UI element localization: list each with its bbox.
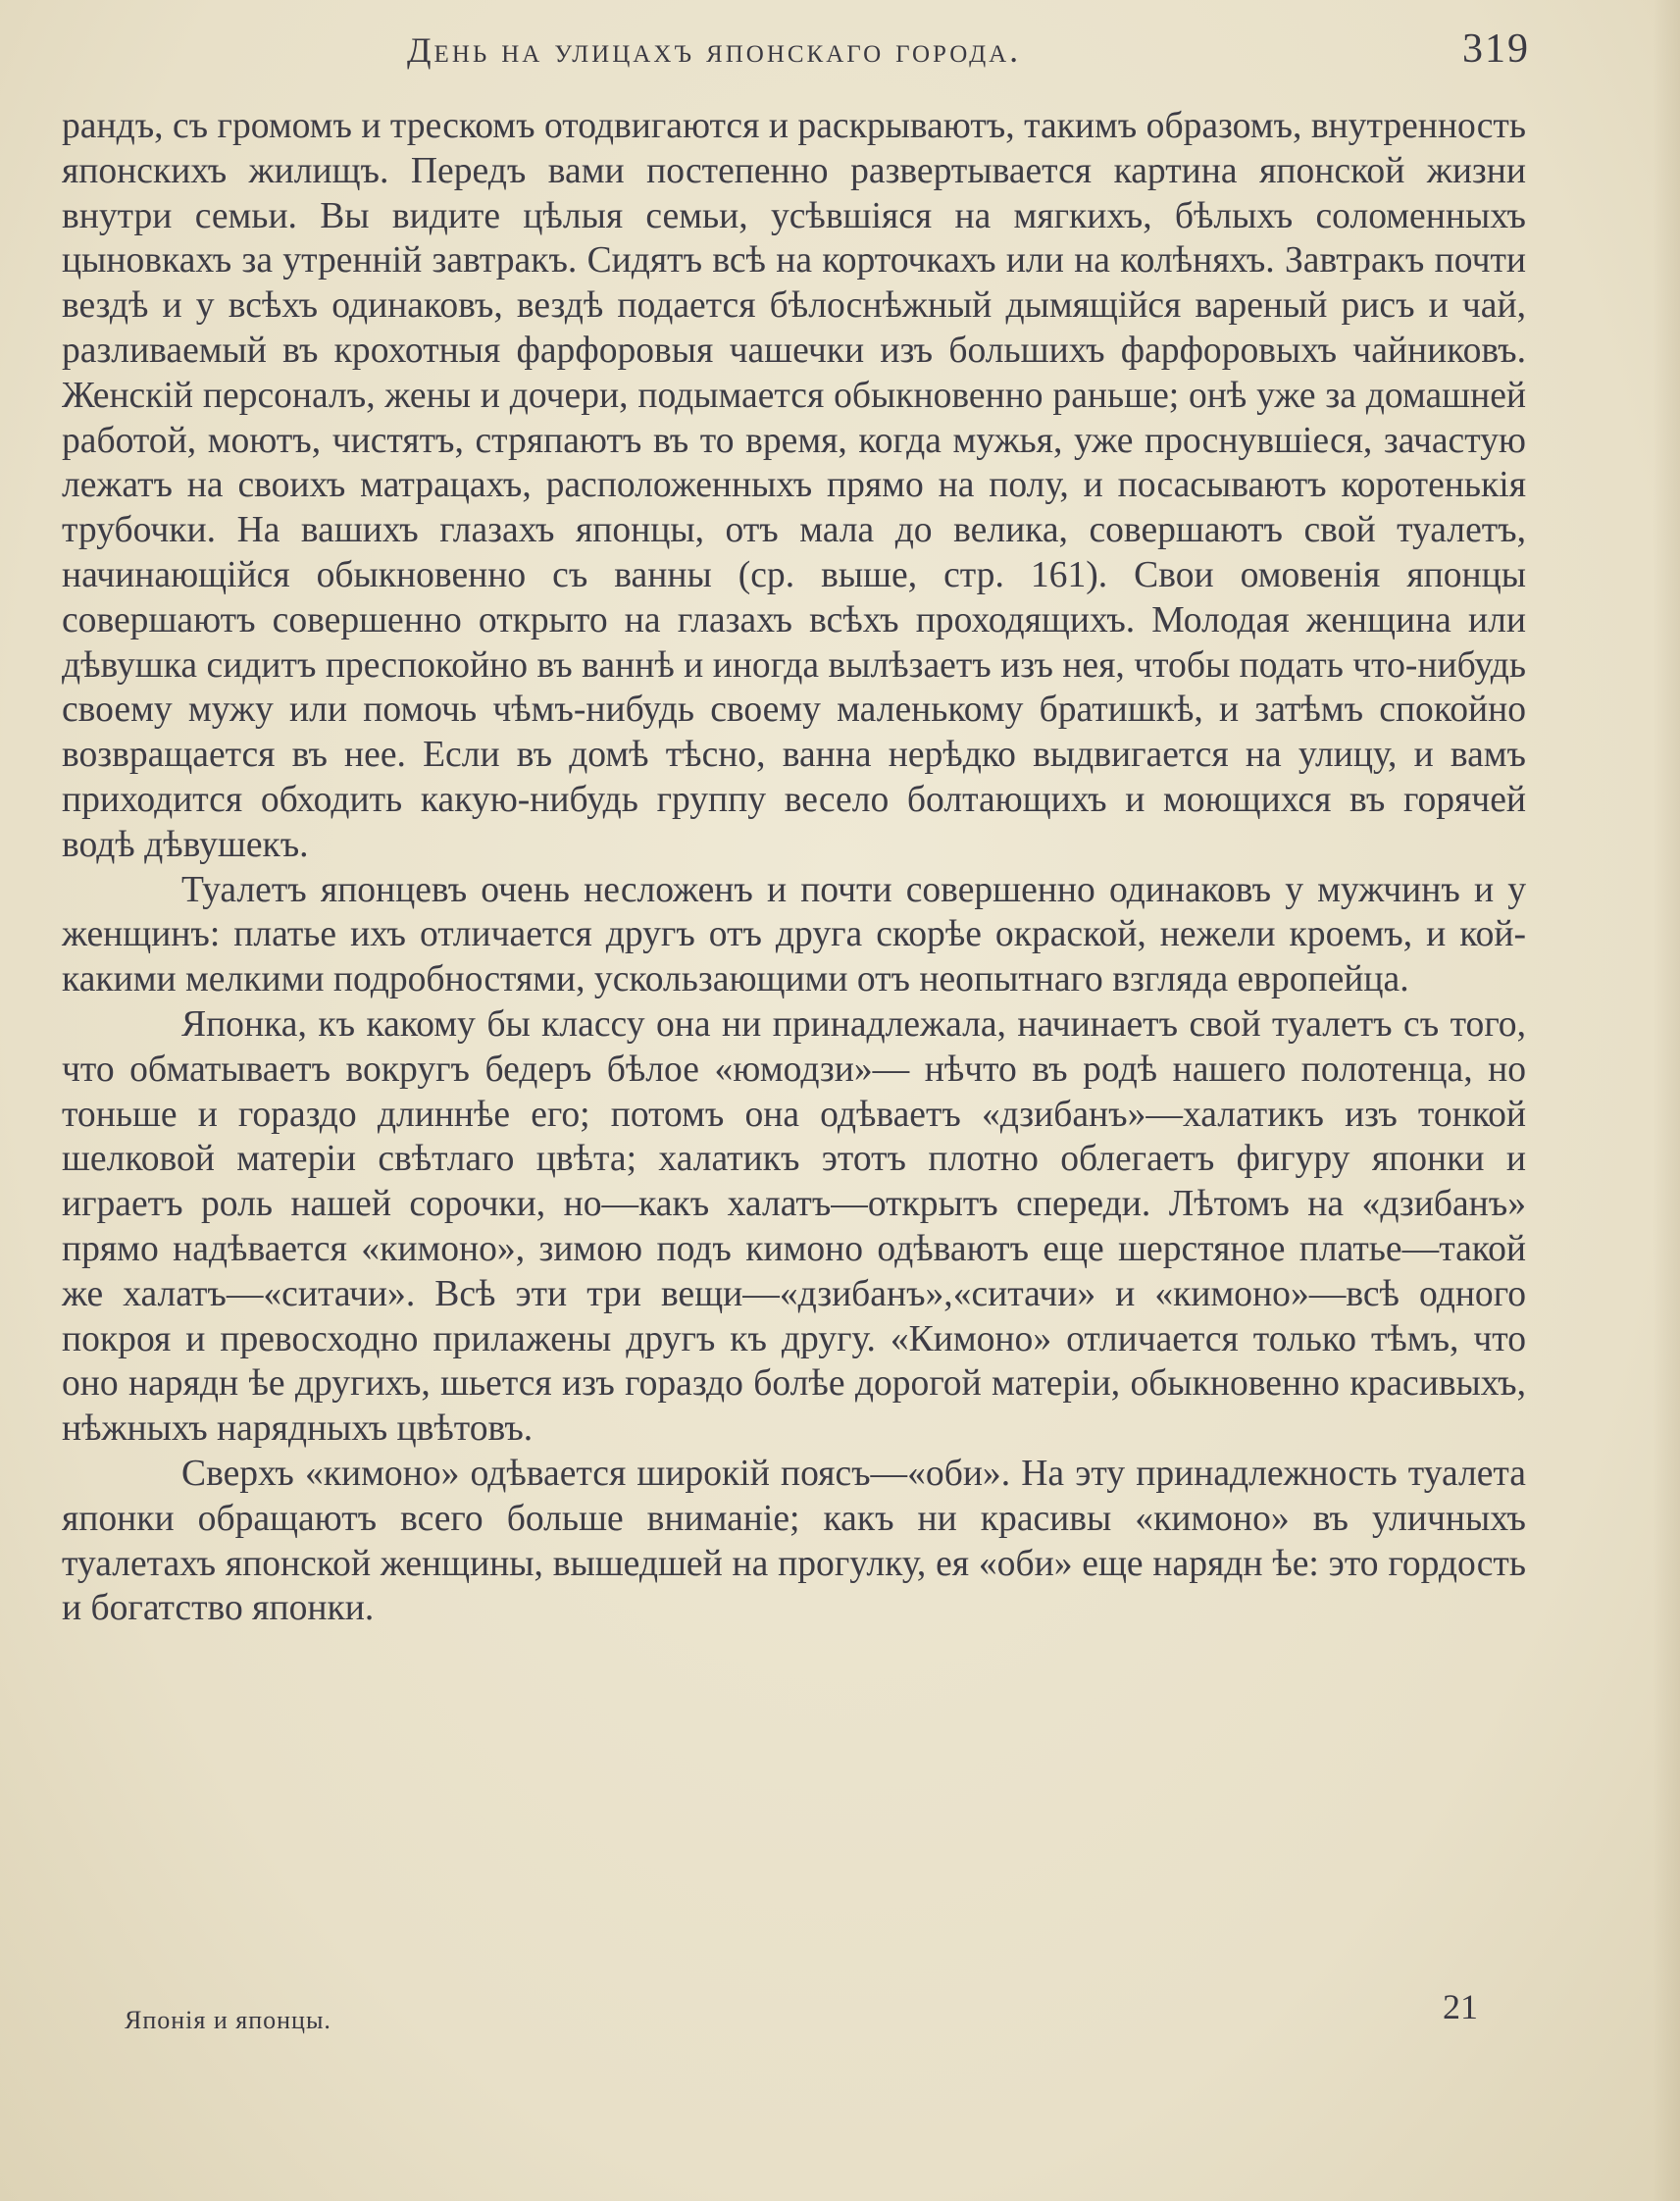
- page-edge-shade: [1653, 0, 1680, 2201]
- page-number: 319: [1462, 26, 1530, 72]
- page-footer: [125, 1986, 1478, 2045]
- body-text: [62, 104, 1526, 1631]
- paragraph-3: Японка, къ какому бы классу она ни принадлежала, начинаетъ свой туалетъ съ того, что обматываетъ вокругъ бедеръ бѣлое «юмодзи»— нѣчто въ родѣ нашего полотенца, но тоньше и гораздо длиннѣе его; потомъ она одѣваетъ «дзибанъ»—халатикъ изъ тонкой шелковой матеріи свѣтлаго цвѣта; халатикъ этотъ плотно облегаетъ фигуру японки и играетъ роль нашей сорочки, но—какъ халатъ—открытъ спереди. Лѣтомъ на «дзибанъ» прямо надѣвается «кимоно», зимою подъ кимоно одѣваютъ еще шерстяное платье—такой же халатъ—«ситачи». Всѣ эти три вещи—«дзибанъ»,«ситачи» и «кимоно»—всѣ одного покроя и превосходно прилажены другъ къ другу. «Кимоно» отличается только тѣмъ, что оно нарядн ѣе другихъ, шьется изъ гораздо болѣе дорогой матеріи, обыкновенно красивыхъ, нѣжныхъ нарядныхъ цвѣтовъ.: [62, 1003, 1526, 1450]
- paragraph-4: Сверхъ «кимоно» одѣвается широкій поясъ—«оби». На эту принадлежность туалета японки обращаютъ всего больше вниманіе; какъ ни красивы «кимоно» въ уличныхъ туалетахъ японской женщины, вышедшей на прогулку, ея «оби» еще нарядн ѣе: это гордость и богатство японки.: [62, 1453, 1526, 1629]
- sheet-number: 21: [1443, 1987, 1478, 2026]
- running-title: День на улицахъ японскаго города.: [407, 30, 1022, 70]
- signature-mark: Японія и японцы.: [125, 2006, 331, 2034]
- page-header: [59, 22, 1530, 80]
- paragraph-2: Туалетъ японцевъ очень несложенъ и почти совершенно одинаковъ у мужчинъ и у женщинъ: платье ихъ отличается другъ отъ друга скорѣе окраской, нежели кроемъ, и кой-какими мелкими подробностями, ускользающими отъ неопытнаго взгляда европейца.: [62, 869, 1526, 1000]
- paragraph-1: рандъ, съ громомъ и трескомъ отодвигаются и раскрываютъ, такимъ образомъ, внутренность японскихъ жилищъ. Передъ вами постепенно развертывается картина японской жизни внутри семьи. Вы видите цѣлыя семьи, усѣвшіяся на мягкихъ, бѣлыхъ соломенныхъ цыновкахъ за утренній завтракъ. Сидятъ всѣ на корточкахъ или на колѣняхъ. Завтракъ почти вездѣ и у всѣхъ одинаковъ, вездѣ подается бѣлоснѣжный дымящійся вареный рисъ и чай, разливаемый въ крохотныя фарфоровыя чашечки изъ большихъ фарфоровыхъ чайниковъ. Женскій персоналъ, жены и дочери, подымается обыкновенно раньше; онѣ уже за домашней работой, моютъ, чистятъ, стряпаютъ въ то время, когда мужья, уже проснувшіеся, зачастую лежатъ на своихъ матрацахъ, расположенныхъ прямо на полу, и посасываютъ коротенькія трубочки. На вашихъ глазахъ японцы, отъ мала до велика, совершаютъ свой туалетъ, начинающійся обыкновенно съ ванны (ср. выше, стр. 161). Свои омовенія японцы совершаютъ совершенно открыто на глазахъ всѣхъ проходящихъ. Молодая женщина или дѣвушка сидитъ преспокойно въ ваннѣ и иногда вылѣзаетъ изъ нея, чтобы подать что-нибудь своему мужу или помочь чѣмъ-нибудь своему маленькому братишкѣ, и затѣмъ спокойно возвращается въ нее. Если въ домѣ тѣсно, ванна нерѣдко выдвигается на улицу, и вамъ приходится обходить какую-нибудь группу весело болтающихъ и моющихся въ горячей водѣ дѣвушекъ.: [62, 106, 1526, 865]
